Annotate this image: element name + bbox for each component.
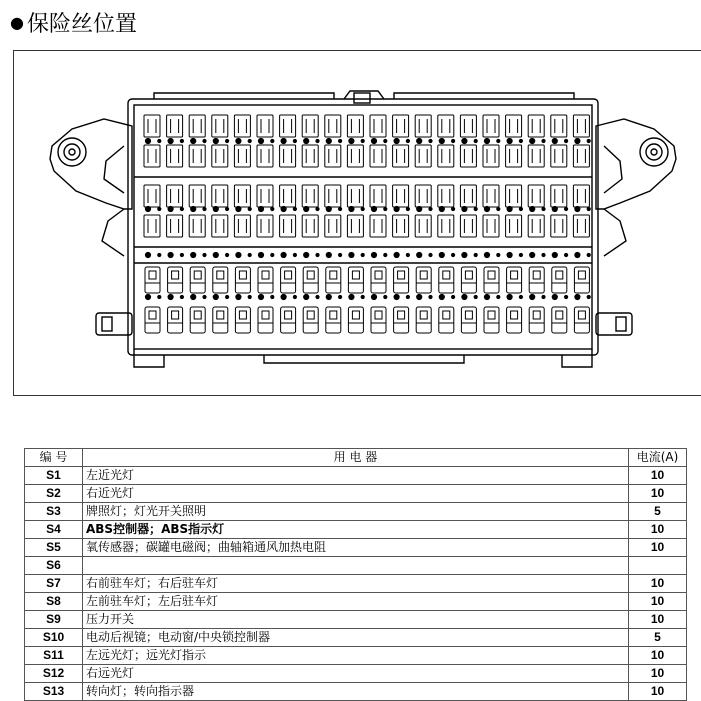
fuse-slot	[393, 215, 409, 237]
fuse-slot	[528, 185, 544, 207]
fuse-slot	[144, 115, 160, 137]
table-header-row	[25, 449, 687, 467]
fuse-amps: 10	[629, 683, 687, 701]
fuse-code: S7	[25, 575, 83, 593]
fuse-amps: 10	[629, 467, 687, 485]
fuse-slot	[551, 185, 567, 207]
fuse-device: 氧传感器；碳罐电磁阀；曲轴箱通风加热电阻	[83, 539, 629, 557]
fuse-box-drawing	[14, 51, 701, 395]
fuse-slot	[280, 115, 296, 137]
fuse-box-figure	[13, 50, 701, 396]
fuse-slot	[415, 185, 431, 207]
table-row	[25, 629, 687, 647]
fuse-amps: 5	[629, 629, 687, 647]
fuse-slot	[257, 185, 273, 207]
fuse-slot	[415, 145, 431, 167]
fuse-slot	[144, 215, 160, 237]
header-device: 用 电 器	[83, 449, 629, 467]
fuse-device: 左近光灯	[83, 467, 629, 485]
fuse-slot	[370, 215, 386, 237]
fuse-code: S2	[25, 485, 83, 503]
fuse-slot	[573, 145, 589, 167]
fuse-slot	[528, 115, 544, 137]
table-row	[25, 467, 687, 485]
table-row	[25, 647, 687, 665]
fuse-code: S10	[25, 629, 83, 647]
left-mount-hole	[58, 138, 86, 166]
fuse-slot	[212, 115, 228, 137]
fuse-slot	[189, 215, 205, 237]
fuse-slot	[460, 145, 476, 167]
fuse-amps: 10	[629, 647, 687, 665]
fuse-slot	[144, 185, 160, 207]
fuse-slot	[189, 145, 205, 167]
fuse-slot	[189, 185, 205, 207]
fuse-slot	[370, 145, 386, 167]
fuse-device: 牌照灯；灯光开关照明	[83, 503, 629, 521]
fuse-code: S5	[25, 539, 83, 557]
fuse-slot	[506, 115, 522, 137]
table-row	[25, 539, 687, 557]
fuse-device: 左前驻车灯；左后驻车灯	[83, 593, 629, 611]
fuse-device: 左远光灯；远光灯指示	[83, 647, 629, 665]
fuse-table	[24, 448, 687, 701]
fuse-slot	[257, 215, 273, 237]
fuse-slot	[280, 185, 296, 207]
fuse-slot	[438, 215, 454, 237]
fuse-slot	[460, 185, 476, 207]
fuse-code: S3	[25, 503, 83, 521]
header-amps: 电流(A)	[629, 449, 687, 467]
fuse-slot	[460, 215, 476, 237]
fuse-slot	[551, 115, 567, 137]
page-title	[10, 8, 137, 40]
fuse-code: S9	[25, 611, 83, 629]
fuse-slot	[393, 185, 409, 207]
right-mount-hole	[640, 138, 668, 166]
fuse-slot	[483, 145, 499, 167]
fuse-slot	[302, 145, 318, 167]
fuse-slot	[212, 215, 228, 237]
fuse-amps: 10	[629, 665, 687, 683]
fuse-device: 右近光灯	[83, 485, 629, 503]
fuse-slot	[370, 115, 386, 137]
page-title-text: 保险丝位置	[26, 12, 137, 37]
fuse-slot	[528, 215, 544, 237]
fuse-slot	[234, 185, 250, 207]
fuse-slot	[573, 115, 589, 137]
fuse-slot	[483, 215, 499, 237]
fuse-slot	[325, 115, 341, 137]
fuse-slot	[347, 185, 363, 207]
fuse-code: S8	[25, 593, 83, 611]
fuse-slot	[167, 115, 183, 137]
fuse-slot	[347, 145, 363, 167]
fuse-slot	[506, 215, 522, 237]
left-bracket	[50, 119, 132, 209]
fuse-slot	[212, 185, 228, 207]
fuse-slot	[347, 115, 363, 137]
fuse-slot	[573, 215, 589, 237]
table-row	[25, 611, 687, 629]
fuse-device: 电动后视镜；电动窗/中央锁控制器	[83, 629, 629, 647]
fuse-code: S13	[25, 683, 83, 701]
fuse-device	[83, 557, 629, 575]
fuse-slot	[551, 145, 567, 167]
fuse-device: 转向灯；转向指示器	[83, 683, 629, 701]
fuse-slot	[302, 185, 318, 207]
fuse-slot	[483, 115, 499, 137]
fuse-amps: 10	[629, 611, 687, 629]
header-code: 编 号	[25, 449, 83, 467]
fuse-amps	[629, 557, 687, 575]
fuse-amps: 10	[629, 521, 687, 539]
table-row	[25, 485, 687, 503]
fuse-slot	[234, 145, 250, 167]
table-row	[25, 593, 687, 611]
fuse-slot	[167, 185, 183, 207]
fuse-slot	[280, 145, 296, 167]
fuse-slot	[573, 185, 589, 207]
fuse-slot	[302, 115, 318, 137]
fuse-slot	[438, 185, 454, 207]
fuse-code: S4	[25, 521, 83, 539]
fuse-slot	[189, 115, 205, 137]
fuse-slot	[234, 215, 250, 237]
right-bracket	[596, 119, 676, 209]
fuse-slot	[302, 215, 318, 237]
fuse-device: 右远光灯	[83, 665, 629, 683]
fuse-slot	[144, 145, 160, 167]
fuse-slot	[325, 145, 341, 167]
fuse-slot	[528, 145, 544, 167]
fuse-slot	[280, 215, 296, 237]
table-row	[25, 575, 687, 593]
fuse-slot	[257, 145, 273, 167]
table-row	[25, 521, 687, 539]
fuse-slot	[460, 115, 476, 137]
fuse-code: S12	[25, 665, 83, 683]
fuse-slot	[234, 115, 250, 137]
fuse-amps: 10	[629, 485, 687, 503]
fuse-code: S11	[25, 647, 83, 665]
fuse-slot	[483, 185, 499, 207]
fuse-amps: 10	[629, 575, 687, 593]
fuse-device: 压力开关	[83, 611, 629, 629]
fuse-slot	[415, 115, 431, 137]
fuse-code: S1	[25, 467, 83, 485]
table-row	[25, 503, 687, 521]
table-row	[25, 557, 687, 575]
fuse-slot	[415, 215, 431, 237]
fuse-slot	[212, 145, 228, 167]
fuse-slot	[438, 115, 454, 137]
fuse-amps: 10	[629, 539, 687, 557]
fuse-slot	[325, 215, 341, 237]
fuse-code: S6	[25, 557, 83, 575]
fuse-device: 右前驻车灯；右后驻车灯	[83, 575, 629, 593]
fuse-slot	[167, 215, 183, 237]
fuse-amps: 5	[629, 503, 687, 521]
fuse-slot	[506, 185, 522, 207]
fuse-device: ABS控制器；ABS指示灯	[83, 521, 629, 539]
fuse-slot	[551, 215, 567, 237]
fuse-slot	[167, 145, 183, 167]
table-row	[25, 665, 687, 683]
bullet-icon: ●	[10, 13, 24, 32]
fuse-slot	[347, 215, 363, 237]
fuse-slot	[325, 185, 341, 207]
fuse-slot	[370, 185, 386, 207]
fuse-slot	[257, 115, 273, 137]
fuse-amps: 10	[629, 593, 687, 611]
fuse-slot	[438, 145, 454, 167]
fuse-slot	[393, 115, 409, 137]
fuse-slot	[393, 145, 409, 167]
fuse-slot	[506, 145, 522, 167]
